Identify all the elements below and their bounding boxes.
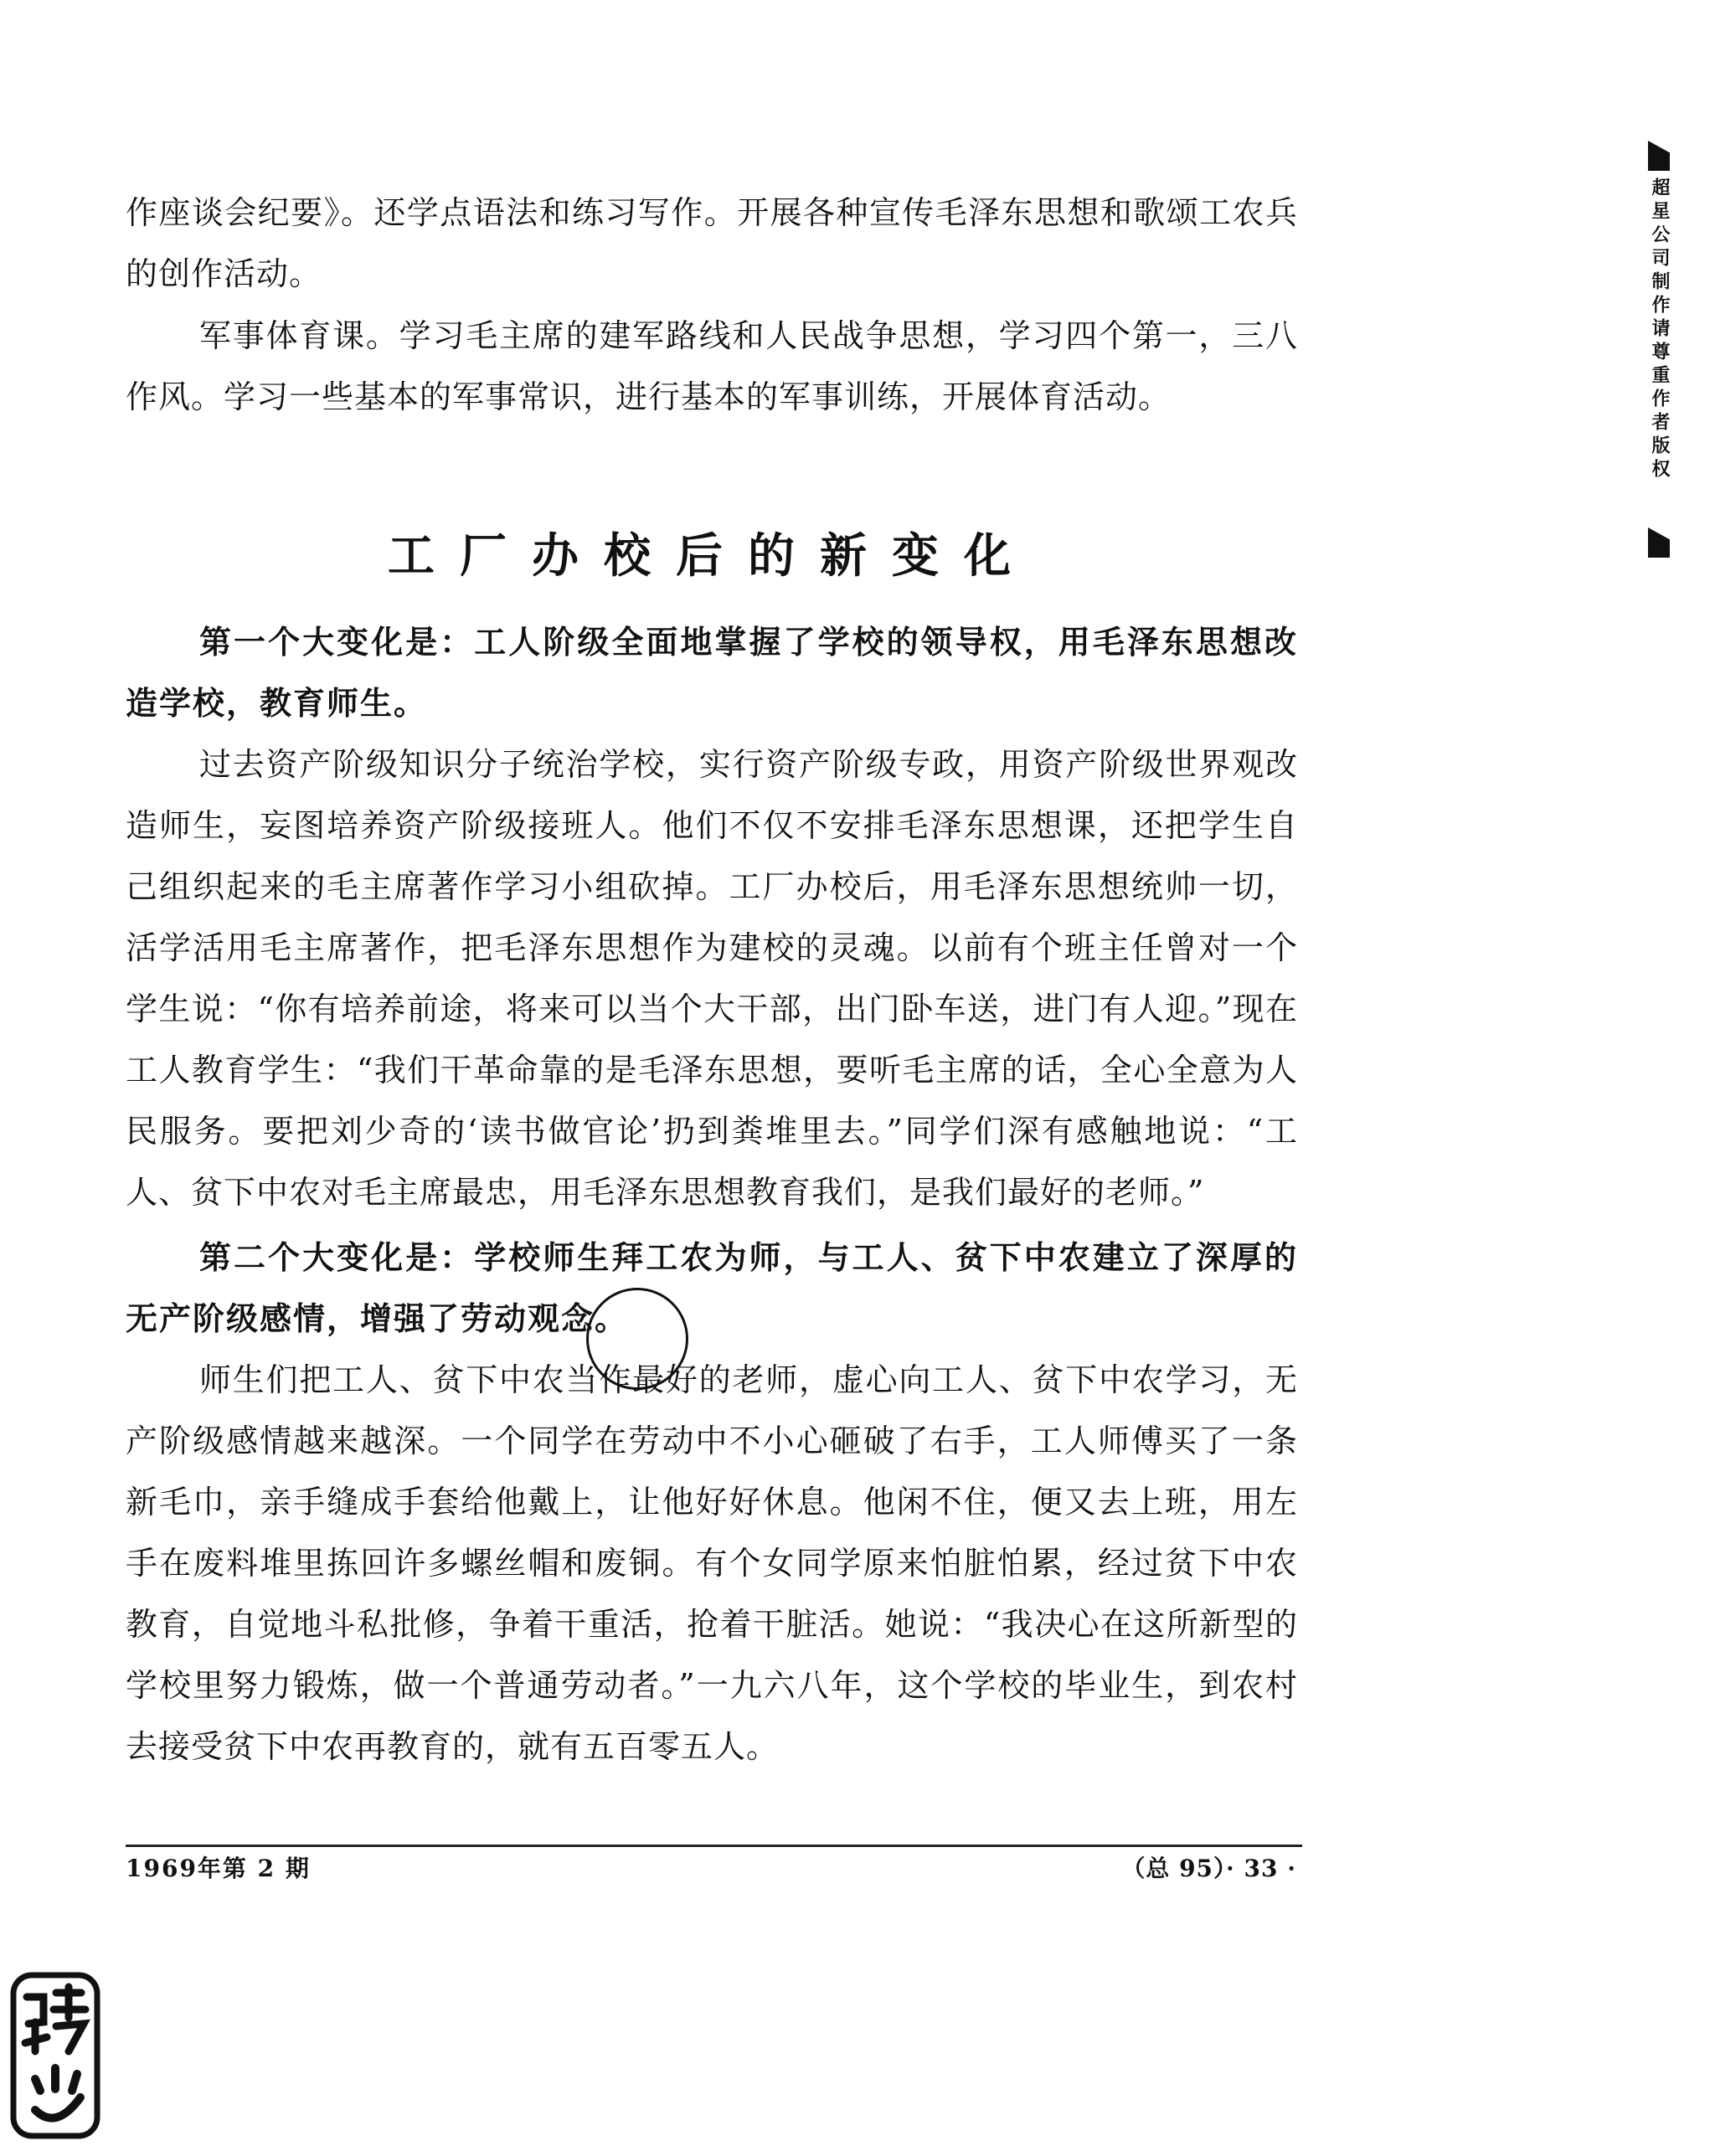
section1-lead: 第一个大变化是：工人阶级全面地掌握了学校的领导权，用毛泽东思想改造学校，教育师生。: [126, 623, 1298, 722]
handwritten-circle-mark: [586, 1288, 688, 1390]
section2-body: 师生们把工人、贫下中农当作最好的老师，虚心向工人、贫下中农学习，无产阶级感情越来越深。一个同学在劳动中不小心砸破了右手，工人师傅买了一条新毛巾，亲手缝成手套给他戴上，让他好好休息。他闲不住，便又去上班，用左手在废料堆里拣回许多螺丝帽和废铜。有个女同学原来怕脏怕累，经过贫下中农教育，自觉地斗私批修，争着干重活，抢着干脏活。她说：“我决心在这所新型的学校里努力锻炼，做一个普通劳动者。”一九六八年，这个学校的毕业生，到农村去接受贫下中农再教育的，就有五百零五人。: [126, 1361, 1298, 1765]
paragraph-continued: 作座谈会纪要》。还学点语法和练习写作。开展各种宣传毛泽东思想和歌颂工农兵的创作活动。: [126, 194, 1298, 292]
section-heading: 工厂办校后的新变化: [388, 529, 1036, 584]
footer-issue: 1969年第 2 期: [126, 1855, 311, 1882]
side-marker-top: [1648, 141, 1670, 171]
side-marker-bottom: [1648, 527, 1670, 558]
section2-lead: 第二个大变化是：学校师生拜工农为师，与工人、贫下中农建立了深厚的无产阶级感情，增强了劳动观念。: [126, 1238, 1298, 1337]
section1-body: 过去资产阶级知识分子统治学校，实行资产阶级专政，用资产阶级世界观改造师生，妄图培养资产阶级接班人。他们不仅不安排毛泽东思想课，还把学生自己组织起来的毛主席著作学习小组砍掉。工厂办校后，用毛泽东思想统帅一切，活学活用毛主席著作，把毛泽东思想作为建校的灵魂。以前有个班主任曾对一个学生说：“你有培养前途，将来可以当个大干部，出门卧车送，进门有人迎。”现在工人教育学生：“我们干革命靠的是毛泽东思想，要听毛主席的话，全心全意为人民服务。要把刘少奇的‘读书做官论’扔到粪堆里去。”同学们深有感触地说：“工人、贫下中农对毛主席最忠，用毛泽东思想教育我们，是我们最好的老师。”: [126, 746, 1298, 1211]
seal-stamp-icon: [10, 1972, 100, 2139]
paragraph-military-pe: 军事体育课。学习毛主席的建军路线和人民战争思想，学习四个第一，三八作风。学习一些基本的军事常识，进行基本的军事训练，开展体育活动。: [126, 317, 1298, 415]
footer-divider: [126, 1845, 1302, 1847]
footer-page-number: （总 95）· 33 ·: [1121, 1855, 1296, 1882]
side-watermark-stamp: 超星公司制作请尊重作者版权: [1649, 178, 1670, 482]
